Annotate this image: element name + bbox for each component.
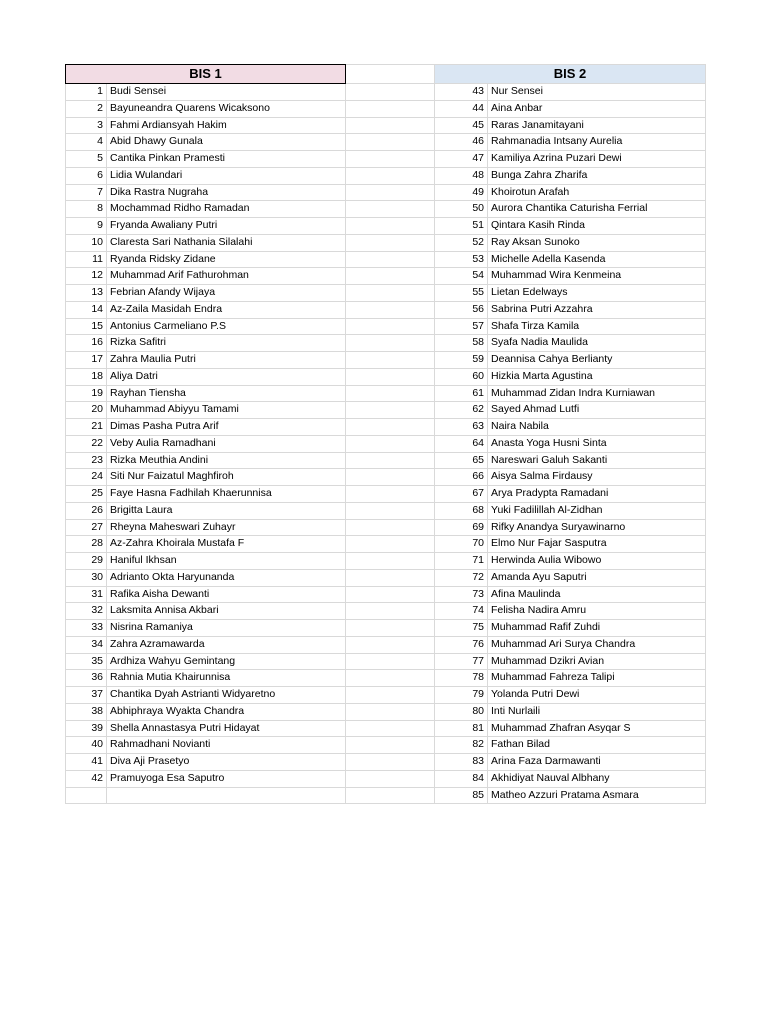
bus2-number-cell[interactable]: 83	[435, 754, 488, 771]
spacer-cell[interactable]	[346, 352, 435, 369]
spacer-cell[interactable]	[346, 285, 435, 302]
spacer-cell[interactable]	[346, 151, 435, 168]
spacer-cell[interactable]	[346, 469, 435, 486]
bus2-name-cell[interactable]: Qintara Kasih Rinda	[488, 218, 706, 235]
bus2-name-cell[interactable]: Nur Sensei	[488, 84, 706, 101]
bus2-name-cell[interactable]: Hizkia Marta Agustina	[488, 368, 706, 385]
bus1-name-cell[interactable]: Dika Rastra Nugraha	[107, 184, 346, 201]
table-row	[66, 787, 706, 804]
bus1-number-cell[interactable]: 13	[66, 285, 107, 302]
spacer-cell[interactable]	[346, 385, 435, 402]
bus1-number-cell[interactable]: 32	[66, 603, 107, 620]
spacer-cell[interactable]	[346, 117, 435, 134]
spacer-cell[interactable]	[346, 586, 435, 603]
bus2-name-cell[interactable]: Muhammad Dzikri Avian	[488, 653, 706, 670]
bus2-number-cell[interactable]: 58	[435, 335, 488, 352]
bus2-name-cell[interactable]: Raras Janamitayani	[488, 117, 706, 134]
table-row	[66, 117, 706, 134]
bus1-name-cell[interactable]: Rayhan Tiensha	[107, 385, 346, 402]
bus2-number-cell[interactable]: 57	[435, 318, 488, 335]
table-row	[66, 770, 706, 787]
table-row	[66, 419, 706, 436]
bus1-number-cell[interactable]: 29	[66, 553, 107, 570]
bus2-name-cell[interactable]: Arina Faza Darmawanti	[488, 754, 706, 771]
table-row	[66, 201, 706, 218]
bus1-number-cell[interactable]: 22	[66, 435, 107, 452]
bus1-number-cell[interactable]: 15	[66, 318, 107, 335]
spacer-cell[interactable]	[346, 569, 435, 586]
table-row	[66, 754, 706, 771]
bus1-number-cell[interactable]: 36	[66, 670, 107, 687]
table-row	[66, 368, 706, 385]
bus1-number-cell[interactable]: 7	[66, 184, 107, 201]
spacer-cell[interactable]	[346, 368, 435, 385]
table-row	[66, 703, 706, 720]
table-row	[66, 519, 706, 536]
table-row	[66, 620, 706, 637]
bus2-number-cell[interactable]: 67	[435, 486, 488, 503]
table-row	[66, 301, 706, 318]
spacer-cell[interactable]	[346, 754, 435, 771]
spacer-cell[interactable]	[346, 536, 435, 553]
table-row	[66, 184, 706, 201]
bus1-name-cell[interactable]: Antonius Carmeliano P.S	[107, 318, 346, 335]
bus1-name-cell[interactable]: Zahra Azramawarda	[107, 636, 346, 653]
bus2-name-cell[interactable]: Elmo Nur Fajar Sasputra	[488, 536, 706, 553]
bus2-number-cell[interactable]: 71	[435, 553, 488, 570]
bus2-name-cell[interactable]: Deannisa Cahya Berlianty	[488, 352, 706, 369]
bus1-number-cell[interactable]: 38	[66, 703, 107, 720]
bus2-number-cell[interactable]: 56	[435, 301, 488, 318]
spacer-cell[interactable]	[346, 670, 435, 687]
bus2-name-cell[interactable]: Herwinda Aulia Wibowo	[488, 553, 706, 570]
table-row	[66, 402, 706, 419]
table-row	[66, 452, 706, 469]
bus2-number-cell[interactable]: 82	[435, 737, 488, 754]
bus1-number-cell[interactable]: 2	[66, 100, 107, 117]
bus2-number-cell[interactable]: 70	[435, 536, 488, 553]
bus1-name-cell[interactable]: Ardhiza Wahyu Gemintang	[107, 653, 346, 670]
bus2-name-cell[interactable]: Michelle Adella Kasenda	[488, 251, 706, 268]
bus1-number-cell[interactable]: 35	[66, 653, 107, 670]
bus1-header[interactable]: BIS 1	[66, 65, 346, 84]
bus2-name-cell[interactable]: Sabrina Putri Azzahra	[488, 301, 706, 318]
spacer-cell[interactable]	[346, 452, 435, 469]
spacer-cell[interactable]	[346, 603, 435, 620]
bus1-name-cell[interactable]: Lidia Wulandari	[107, 167, 346, 184]
spacer-cell[interactable]	[346, 502, 435, 519]
bus2-number-cell[interactable]: 73	[435, 586, 488, 603]
bus1-name-cell[interactable]: Adrianto Okta Haryunanda	[107, 569, 346, 586]
bus2-name-cell[interactable]: Aurora Chantika Caturisha Ferrial	[488, 201, 706, 218]
bus2-number-cell[interactable]: 46	[435, 134, 488, 151]
table-row	[66, 134, 706, 151]
spacer-cell[interactable]	[346, 251, 435, 268]
bus1-name-cell[interactable]: Budi Sensei	[107, 84, 346, 101]
bus2-name-cell[interactable]: Syafa Nadia Maulida	[488, 335, 706, 352]
spacer-cell[interactable]	[346, 519, 435, 536]
table-row	[66, 737, 706, 754]
bus2-name-cell[interactable]: Inti Nurlaili	[488, 703, 706, 720]
bus1-number-cell[interactable]: 40	[66, 737, 107, 754]
bus2-number-cell[interactable]: 53	[435, 251, 488, 268]
bus2-name-cell[interactable]: Shafa Tirza Kamila	[488, 318, 706, 335]
bus2-name-cell[interactable]: Lietan Edelways	[488, 285, 706, 302]
bus1-number-cell[interactable]: 12	[66, 268, 107, 285]
bus2-number-cell[interactable]: 85	[435, 787, 488, 804]
bus1-name-cell[interactable]: Ryanda Ridsky Zidane	[107, 251, 346, 268]
bus1-number-cell[interactable]: 10	[66, 234, 107, 251]
table-row	[66, 687, 706, 704]
table-row	[66, 84, 706, 101]
table-row	[66, 335, 706, 352]
bus1-name-cell[interactable]: Dimas Pasha Putra Arif	[107, 419, 346, 436]
bus1-number-cell[interactable]: 16	[66, 335, 107, 352]
bus2-number-cell[interactable]: 54	[435, 268, 488, 285]
table-row	[66, 603, 706, 620]
bus2-header[interactable]: BIS 2	[435, 65, 706, 84]
table-row	[66, 486, 706, 503]
bus1-name-cell[interactable]: Rahnia Mutia Khairunnisa	[107, 670, 346, 687]
bus2-name-cell[interactable]: Muhammad Rafif Zuhdi	[488, 620, 706, 637]
table-row	[66, 653, 706, 670]
bus1-number-cell[interactable]: 25	[66, 486, 107, 503]
table-row	[66, 569, 706, 586]
bus2-name-cell[interactable]: Matheo Azzuri Pratama Asmara	[488, 787, 706, 804]
table-row	[66, 536, 706, 553]
spacer-cell[interactable]	[346, 419, 435, 436]
table-row	[66, 234, 706, 251]
spacer-cell[interactable]	[346, 184, 435, 201]
bus2-name-cell[interactable]: Aina Anbar	[488, 100, 706, 117]
spacer-cell[interactable]	[346, 100, 435, 117]
bus1-number-cell[interactable]: 27	[66, 519, 107, 536]
bus1-number-cell[interactable]: 28	[66, 536, 107, 553]
bus1-number-cell[interactable]: 33	[66, 620, 107, 637]
bus1-name-cell[interactable]	[107, 787, 346, 804]
bus1-name-cell[interactable]: Haniful Ikhsan	[107, 553, 346, 570]
spacer-cell[interactable]	[346, 787, 435, 804]
spacer-cell[interactable]	[346, 653, 435, 670]
spacer-cell[interactable]	[346, 402, 435, 419]
bus2-number-cell[interactable]: 69	[435, 519, 488, 536]
bus2-name-cell[interactable]: Sayed Ahmad Lutfi	[488, 402, 706, 419]
bus1-number-cell[interactable]: 30	[66, 569, 107, 586]
bus1-number-cell[interactable]: 34	[66, 636, 107, 653]
bus2-name-cell[interactable]: Yolanda Putri Dewi	[488, 687, 706, 704]
bus2-number-cell[interactable]: 79	[435, 687, 488, 704]
spacer-cell[interactable]	[346, 268, 435, 285]
spacer-cell[interactable]	[346, 218, 435, 235]
bus2-number-cell[interactable]: 61	[435, 385, 488, 402]
bus1-name-cell[interactable]: Fahmi Ardiansyah Hakim	[107, 117, 346, 134]
bus2-number-cell[interactable]: 76	[435, 636, 488, 653]
bus2-number-cell[interactable]: 84	[435, 770, 488, 787]
table-row	[66, 352, 706, 369]
table-row	[66, 218, 706, 235]
bus1-number-cell[interactable]: 8	[66, 201, 107, 218]
bus2-name-cell[interactable]: Muhammad Fahreza Talipi	[488, 670, 706, 687]
bus2-name-cell[interactable]: Aisya Salma Firdausy	[488, 469, 706, 486]
bus1-name-cell[interactable]: Nisrina Ramaniya	[107, 620, 346, 637]
table-row	[66, 100, 706, 117]
bus2-name-cell[interactable]: Afina Maulinda	[488, 586, 706, 603]
bus1-name-cell[interactable]: Cantika Pinkan Pramesti	[107, 151, 346, 168]
bus1-number-cell[interactable]: 17	[66, 352, 107, 369]
bus1-name-cell[interactable]: Rafika Aisha Dewanti	[107, 586, 346, 603]
bus1-number-cell[interactable]: 42	[66, 770, 107, 787]
bus1-number-cell[interactable]: 9	[66, 218, 107, 235]
bus2-name-cell[interactable]: Khoirotun Arafah	[488, 184, 706, 201]
bus1-number-cell[interactable]: 39	[66, 720, 107, 737]
bus1-name-cell[interactable]: Rahmadhani Novianti	[107, 737, 346, 754]
bus1-name-cell[interactable]: Abhiphraya Wyakta Chandra	[107, 703, 346, 720]
table-row	[66, 285, 706, 302]
spacer-cell[interactable]	[346, 134, 435, 151]
bus1-name-cell[interactable]: Chantika Dyah Astrianti Widyaretno	[107, 687, 346, 704]
spacer-cell[interactable]	[346, 318, 435, 335]
bus2-name-cell[interactable]: Bunga Zahra Zharifa	[488, 167, 706, 184]
table-row	[66, 586, 706, 603]
bus1-number-cell[interactable]	[66, 787, 107, 804]
bus1-name-cell[interactable]: Rheyna Maheswari Zuhayr	[107, 519, 346, 536]
bus2-number-cell[interactable]: 50	[435, 201, 488, 218]
spacer-cell[interactable]	[346, 84, 435, 101]
table-row	[66, 502, 706, 519]
bus1-number-cell[interactable]: 20	[66, 402, 107, 419]
sheet-body	[66, 65, 706, 804]
bus2-number-cell[interactable]: 45	[435, 117, 488, 134]
bus2-name-cell[interactable]: Yuki Fadilillah Al-Zidhan	[488, 502, 706, 519]
bus2-name-cell[interactable]: Rifky Anandya Suryawinarno	[488, 519, 706, 536]
bus2-number-cell[interactable]: 55	[435, 285, 488, 302]
bus2-number-cell[interactable]: 63	[435, 419, 488, 436]
bus2-number-cell[interactable]: 49	[435, 184, 488, 201]
bus2-name-cell[interactable]: Arya Pradypta Ramadani	[488, 486, 706, 503]
bus1-name-cell[interactable]: Pramuyoga Esa Saputro	[107, 770, 346, 787]
bus2-number-cell[interactable]: 65	[435, 452, 488, 469]
bus2-name-cell[interactable]: Muhammad Ari Surya Chandra	[488, 636, 706, 653]
bus1-name-cell[interactable]: Shella Annastasya Putri Hidayat	[107, 720, 346, 737]
bus2-name-cell[interactable]: Kamiliya Azrina Puzari Dewi	[488, 151, 706, 168]
bus1-name-cell[interactable]: Az-Zahra Khoirala Mustafa F	[107, 536, 346, 553]
spacer-cell[interactable]	[346, 553, 435, 570]
bus1-name-cell[interactable]: Siti Nur Faizatul Maghfiroh	[107, 469, 346, 486]
bus2-number-cell[interactable]: 81	[435, 720, 488, 737]
bus1-number-cell[interactable]: 41	[66, 754, 107, 771]
bus1-number-cell[interactable]: 18	[66, 368, 107, 385]
bus1-name-cell[interactable]: Aliya Datri	[107, 368, 346, 385]
bus2-number-cell[interactable]: 68	[435, 502, 488, 519]
bus1-name-cell[interactable]: Brigitta Laura	[107, 502, 346, 519]
table-row	[66, 151, 706, 168]
bus1-name-cell[interactable]: Abid Dhawy Gunala	[107, 134, 346, 151]
header-row	[66, 65, 706, 84]
spacer-cell[interactable]	[346, 301, 435, 318]
bus2-name-cell[interactable]: Rahmanadia Intsany Aurelia	[488, 134, 706, 151]
bus2-name-cell[interactable]: Anasta Yoga Husni Sinta	[488, 435, 706, 452]
spacer-cell[interactable]	[346, 435, 435, 452]
table-row	[66, 435, 706, 452]
bus2-number-cell[interactable]: 43	[435, 84, 488, 101]
bus2-name-cell[interactable]: Amanda Ayu Saputri	[488, 569, 706, 586]
spacer-cell[interactable]	[346, 703, 435, 720]
bus1-name-cell[interactable]: Zahra Maulia Putri	[107, 352, 346, 369]
bus1-number-cell[interactable]: 5	[66, 151, 107, 168]
table-row	[66, 469, 706, 486]
table-row	[66, 670, 706, 687]
spacer-cell[interactable]	[346, 486, 435, 503]
bus1-number-cell[interactable]: 19	[66, 385, 107, 402]
bus1-number-cell[interactable]: 24	[66, 469, 107, 486]
bus2-number-cell[interactable]: 52	[435, 234, 488, 251]
bus2-number-cell[interactable]: 47	[435, 151, 488, 168]
bus1-name-cell[interactable]: Faye Hasna Fadhilah Khaerunnisa	[107, 486, 346, 503]
spacer-cell[interactable]	[346, 335, 435, 352]
table-row	[66, 636, 706, 653]
bus1-number-cell[interactable]: 31	[66, 586, 107, 603]
bus2-number-cell[interactable]: 48	[435, 167, 488, 184]
bus1-number-cell[interactable]: 14	[66, 301, 107, 318]
bus1-number-cell[interactable]: 6	[66, 167, 107, 184]
bus2-number-cell[interactable]: 78	[435, 670, 488, 687]
bus1-name-cell[interactable]: Bayuneandra Quarens Wicaksono	[107, 100, 346, 117]
bus1-number-cell[interactable]: 37	[66, 687, 107, 704]
bus2-number-cell[interactable]: 44	[435, 100, 488, 117]
bus1-name-cell[interactable]: Fryanda Awaliany Putri	[107, 218, 346, 235]
bus2-name-cell[interactable]: Nareswari Galuh Sakanti	[488, 452, 706, 469]
bus2-name-cell[interactable]: Muhammad Wira Kenmeina	[488, 268, 706, 285]
spacer-cell[interactable]	[346, 770, 435, 787]
bus2-number-cell[interactable]: 51	[435, 218, 488, 235]
bus1-name-cell[interactable]: Diva Aji Prasetyo	[107, 754, 346, 771]
table-row	[66, 553, 706, 570]
bus1-number-cell[interactable]: 26	[66, 502, 107, 519]
table-row	[66, 251, 706, 268]
bus1-name-cell[interactable]: Laksmita Annisa Akbari	[107, 603, 346, 620]
bus2-name-cell[interactable]: Fathan Bilad	[488, 737, 706, 754]
bus1-number-cell[interactable]: 3	[66, 117, 107, 134]
bus1-number-cell[interactable]: 1	[66, 84, 107, 101]
bus1-number-cell[interactable]: 4	[66, 134, 107, 151]
bus1-name-cell[interactable]: Mochammad Ridho Ramadan	[107, 201, 346, 218]
spacer-cell[interactable]	[346, 720, 435, 737]
table-row	[66, 268, 706, 285]
bus1-number-cell[interactable]: 23	[66, 452, 107, 469]
bus2-number-cell[interactable]: 59	[435, 352, 488, 369]
bus2-name-cell[interactable]: Ray Aksan Sunoko	[488, 234, 706, 251]
bus2-number-cell[interactable]: 60	[435, 368, 488, 385]
bus2-name-cell[interactable]: Felisha Nadira Amru	[488, 603, 706, 620]
table-row	[66, 720, 706, 737]
bus-seating-sheet	[65, 64, 706, 804]
bus2-name-cell[interactable]: Muhammad Zhafran Asyqar S	[488, 720, 706, 737]
bus1-name-cell[interactable]: Claresta Sari Nathania Silalahi	[107, 234, 346, 251]
bus2-name-cell[interactable]: Naira Nabila	[488, 419, 706, 436]
table-row	[66, 167, 706, 184]
bus2-number-cell[interactable]: 75	[435, 620, 488, 637]
spacer-cell[interactable]	[346, 65, 435, 84]
bus1-name-cell[interactable]: Az-Zaila Masidah Endra	[107, 301, 346, 318]
bus1-number-cell[interactable]: 21	[66, 419, 107, 436]
spacer-cell[interactable]	[346, 620, 435, 637]
bus1-name-cell[interactable]: Rizka Meuthia Andini	[107, 452, 346, 469]
bus2-number-cell[interactable]: 62	[435, 402, 488, 419]
bus2-number-cell[interactable]: 80	[435, 703, 488, 720]
spacer-cell[interactable]	[346, 201, 435, 218]
spacer-cell[interactable]	[346, 687, 435, 704]
spacer-cell[interactable]	[346, 636, 435, 653]
bus2-number-cell[interactable]: 74	[435, 603, 488, 620]
bus1-name-cell[interactable]: Muhammad Abiyyu Tamami	[107, 402, 346, 419]
spacer-cell[interactable]	[346, 167, 435, 184]
bus2-number-cell[interactable]: 77	[435, 653, 488, 670]
bus2-number-cell[interactable]: 72	[435, 569, 488, 586]
bus2-number-cell[interactable]: 64	[435, 435, 488, 452]
spacer-cell[interactable]	[346, 234, 435, 251]
bus1-number-cell[interactable]: 11	[66, 251, 107, 268]
bus1-name-cell[interactable]: Febrian Afandy Wijaya	[107, 285, 346, 302]
bus1-name-cell[interactable]: Rizka Safitri	[107, 335, 346, 352]
table-row	[66, 385, 706, 402]
spacer-cell[interactable]	[346, 737, 435, 754]
bus2-name-cell[interactable]: Akhidiyat Nauval Albhany	[488, 770, 706, 787]
bus1-name-cell[interactable]: Muhammad Arif Fathurohman	[107, 268, 346, 285]
table-row	[66, 318, 706, 335]
bus1-name-cell[interactable]: Veby Aulia Ramadhani	[107, 435, 346, 452]
bus2-number-cell[interactable]: 66	[435, 469, 488, 486]
bus2-name-cell[interactable]: Muhammad Zidan Indra Kurniawan	[488, 385, 706, 402]
